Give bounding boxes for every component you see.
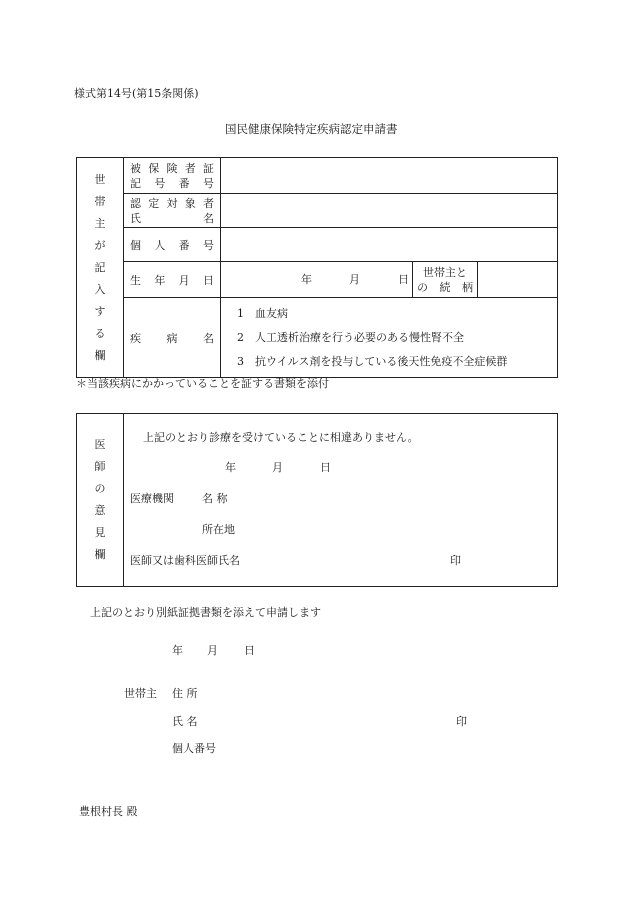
individual-number-label: 個 人 番 号 — [124, 228, 221, 262]
household-side-label: 世 帯 主 が 記 入 す る 欄 — [77, 158, 124, 378]
insurance-number-label: 被 保 険 者 証 記 号 番 号 — [124, 158, 221, 194]
birth-date-label: 生 年 月 日 — [124, 262, 221, 298]
disease-options — [221, 298, 558, 378]
form-title: 国民健康保険特定疾病認定申請書 — [225, 122, 398, 136]
relation-field[interactable] — [478, 262, 558, 298]
doctor-opinion-body: 上記のとおり診療を受けていることに相違ありません。 年 月 日 医療機関 名 称 所在地 医師又は歯科医師氏名 印 — [124, 414, 558, 587]
doctor-opinion-table — [76, 413, 558, 587]
doctor-side-label: 医 師 の 意 見 欄 — [77, 414, 124, 587]
relation-label: 世帯主と の 続 柄 — [413, 262, 478, 298]
application-date-day: 日 — [244, 644, 255, 657]
name-label: 氏 名 — [172, 715, 198, 728]
applicant-seal-mark: 印 — [456, 715, 467, 728]
head-of-household-label: 世帯主 — [124, 687, 157, 700]
doctor-seal-mark: 印 — [450, 554, 461, 567]
doctor-statement: 上記のとおり診療を受けていることに相違ありません。 — [143, 431, 419, 444]
applicant-individual-number-label: 個人番号 — [172, 742, 216, 755]
form-number: 様式第14号(第15条関係) — [74, 87, 199, 100]
disease-label: 疾 病 名 — [124, 298, 221, 378]
disease-option[interactable]: 1 血友病 — [237, 306, 288, 320]
disease-option[interactable]: 3 抗ウイルス剤を投与している後天性免疫不全症候群 — [237, 354, 508, 368]
application-date-year: 年 — [172, 644, 183, 657]
household-table — [76, 157, 558, 378]
target-person-label: 認 定 対 象 者 氏 名 — [124, 194, 221, 228]
birth-date-field[interactable]: 年 月 日 — [221, 262, 413, 298]
attachment-note: ＊当該疾病にかかっていることを証する書類を添付 — [76, 377, 329, 390]
address-label: 住 所 — [172, 687, 198, 700]
insurance-number-field[interactable] — [221, 158, 558, 194]
individual-number-field[interactable] — [221, 228, 558, 262]
disease-option[interactable]: 2 人工透析治療を行う必要のある慢性腎不全 — [237, 330, 464, 344]
application-date-month: 月 — [207, 644, 218, 657]
target-person-name-field[interactable] — [221, 194, 558, 228]
addressee: 豊根村長 殿 — [79, 805, 138, 818]
application-statement: 上記のとおり別紙証拠書類を添えて申請します — [90, 606, 321, 619]
